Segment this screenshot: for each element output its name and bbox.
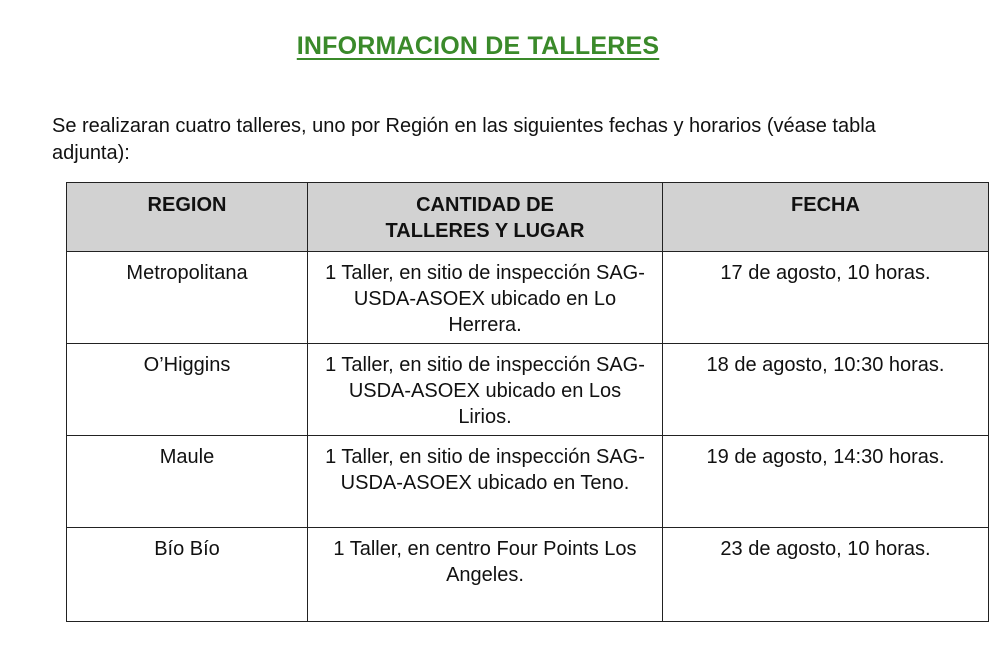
cell-date: 23 de agosto, 10 horas.: [663, 528, 989, 622]
cell-detail: [308, 528, 663, 622]
table-row: [67, 344, 989, 436]
cell-detail: [308, 252, 663, 344]
cell-detail: [308, 436, 663, 528]
cell-detail-text: 1 Taller, en sitio de inspección SAG-USDA-ASOEX ubicado en Los Lirios.: [325, 354, 645, 428]
cell-date: 19 de agosto, 14:30 horas.: [663, 436, 989, 528]
cell-detail-text: 1 Taller, en centro Four Points Los Angeles.: [333, 538, 637, 586]
document-title-text: INFORMACION DE TALLERES: [296, 32, 660, 60]
document-title: [0, 32, 956, 61]
cell-detail-text: 1 Taller, en sitio de inspección SAG-USDA-ASOEX ubicado en Teno.: [325, 446, 645, 494]
cell-region: O’Higgins: [67, 344, 308, 436]
cell-date: 18 de agosto, 10:30 horas.: [663, 344, 989, 436]
header-date: FECHA: [663, 183, 989, 252]
cell-detail: [308, 344, 663, 436]
header-workshops-location-text: CANTIDAD DE TALLERES Y LUGAR: [385, 194, 585, 242]
header-workshops-location: [308, 183, 663, 252]
cell-date: 17 de agosto, 10 horas.: [663, 252, 989, 344]
intro-paragraph: Se realizaran cuatro talleres, uno por Región en las siguientes fechas y horarios (véase tabla adjunta):: [52, 115, 876, 164]
header-region: REGION: [67, 183, 308, 252]
cell-region: Maule: [67, 436, 308, 528]
cell-region: Bío Bío: [67, 528, 308, 622]
table-header-row: [67, 183, 989, 252]
table-row: [67, 528, 989, 622]
table-row: [67, 252, 989, 344]
table-row: [67, 436, 989, 528]
cell-detail-text: 1 Taller, en sitio de inspección SAG-USDA-ASOEX ubicado en Lo Herrera.: [325, 262, 645, 336]
workshops-table: [66, 182, 989, 622]
cell-region: Metropolitana: [67, 252, 308, 344]
